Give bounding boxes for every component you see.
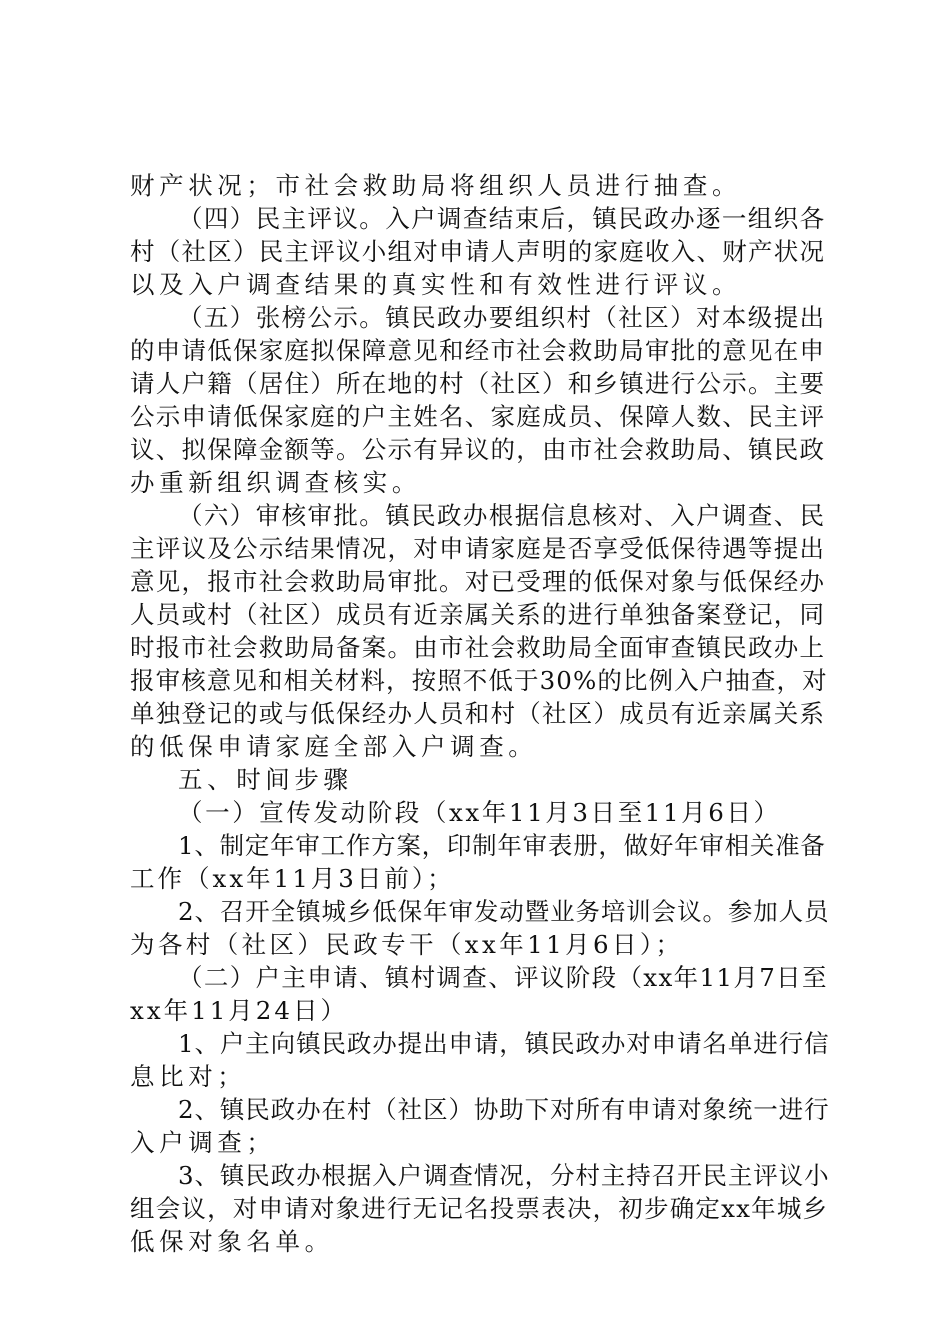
text-line: 议、拟保障金额等。公示有异议的，由市社会救助局、镇民政: [130, 435, 826, 464]
text-line: （一）宣传发动阶段（xx年11月3日至11月6日）: [178, 798, 781, 827]
text-line: 2、召开全镇城乡低保年审发动暨业务培训会议。参加人员: [178, 897, 830, 926]
text-line: 的低保申请家庭全部入户调查。: [130, 732, 538, 761]
section-heading: 五、时间步骤: [178, 765, 353, 794]
text-line: 组会议，对申请对象进行无记名投票表决，初步确定xx年城乡: [130, 1194, 829, 1223]
text-line: 工作（xx年11月3日前）；: [130, 864, 455, 893]
text-line: （五）张榜公示。镇民政办要组织村（社区）对本级提出: [178, 303, 826, 332]
text-line: 1、户主向镇民政办提出申请，镇民政办对申请名单进行信: [178, 1029, 830, 1058]
text-line: 为各村（社区）民政专干（xx年11月6日）；: [130, 930, 684, 959]
text-line: （六）审核审批。镇民政办根据信息核对、入户调查、民: [178, 501, 826, 530]
text-line: 3、镇民政办根据入户调查情况，分村主持召开民主评议小: [178, 1161, 830, 1190]
text-line: （四）民主评议。入户调查结束后，镇民政办逐一组织各: [178, 204, 826, 233]
text-line: 村（社区）民主评议小组对申请人声明的家庭收入、财产状况: [130, 237, 826, 266]
text-line: 的申请低保家庭拟保障意见和经市社会救助局审批的意见在申: [130, 336, 826, 365]
text-line: 入户调查；: [130, 1128, 276, 1157]
text-line: 请人户籍（居住）所在地的村（社区）和乡镇进行公示。主要: [130, 369, 826, 398]
text-line: 低保对象名单。: [130, 1227, 334, 1256]
text-line: 公示申请低保家庭的户主姓名、家庭成员、保障人数、民主评: [130, 402, 826, 431]
text-line: 人员或村（社区）成员有近亲属关系的进行单独备案登记，同: [130, 600, 826, 629]
text-line: （二）户主申请、镇村调查、评议阶段（xx年11月7日至: [178, 963, 828, 992]
text-line: 财产状况；市社会救助局将组织人员进行抽查。: [130, 171, 742, 200]
text-line: 以及入户调查结果的真实性和有效性进行评议。: [130, 270, 742, 299]
text-line: 2、镇民政办在村（社区）协助下对所有申请对象统一进行: [178, 1095, 830, 1124]
text-line: 意见，报市社会救助局审批。对已受理的低保对象与低保经办: [130, 567, 826, 596]
text-line: 办重新组织调查核实。: [130, 468, 421, 497]
text-line: xx年11月24日）: [130, 996, 348, 1025]
text-line: 报审核意见和相关材料，按照不低于30%的比例入户抽查，对: [130, 666, 828, 695]
text-line: 主评议及公示结果情况，对申请家庭是否享受低保待遇等提出: [130, 534, 826, 563]
text-line: 时报市社会救助局备案。由市社会救助局全面审查镇民政办上: [130, 633, 826, 662]
text-line: 单独登记的或与低保经办人员和村（社区）成员有近亲属关系: [130, 699, 826, 728]
text-line: 1、制定年审工作方案，印制年审表册，做好年审相关准备: [178, 831, 826, 860]
text-line: 息比对；: [130, 1062, 247, 1091]
